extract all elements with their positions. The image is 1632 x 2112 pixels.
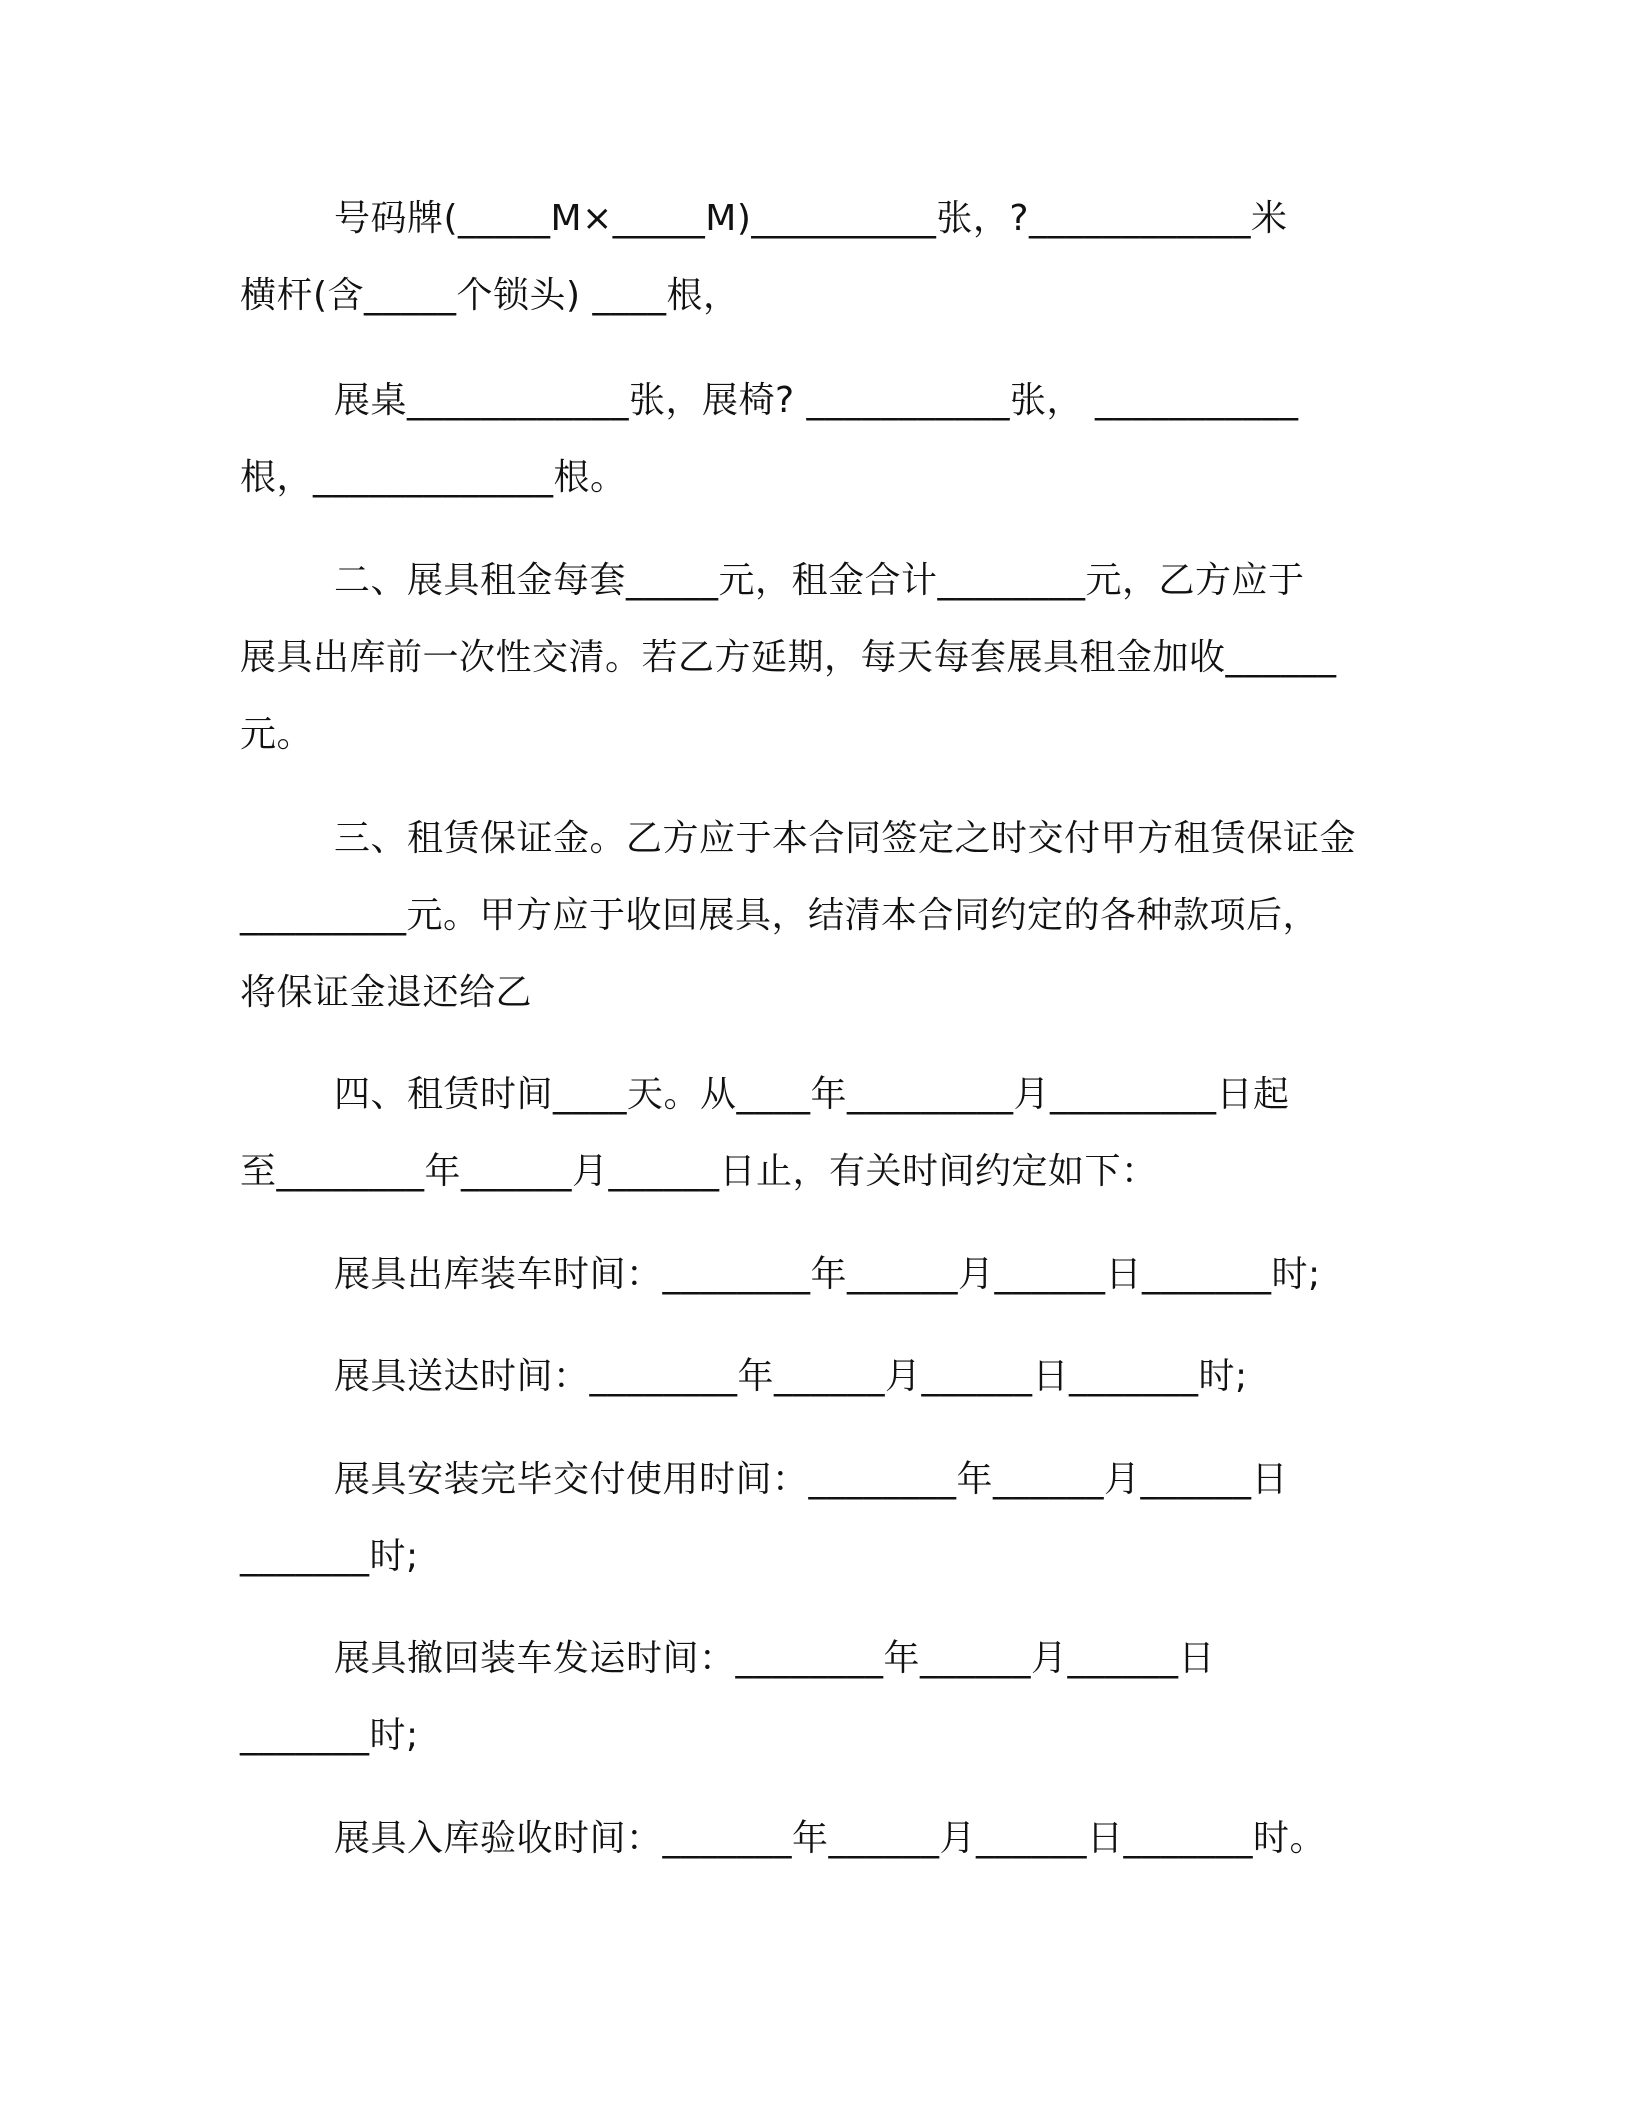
text-line: _________元。甲方应于收回展具，结清本合同约定的各种款项后， [240, 895, 1320, 936]
text-line: 至________年______月______日止，有关时间约定如下： [240, 1151, 1158, 1192]
text-line: 横杆(含_____个锁头) ____根， [240, 275, 740, 316]
paragraph-time-delivery [240, 1338, 1400, 1415]
text-line: 将保证金退还给乙 [240, 972, 533, 1013]
paragraph-number-plate-crossbar [240, 180, 1400, 334]
text-line: 元。 [240, 714, 314, 755]
text-line: _______时; [240, 1536, 419, 1577]
text-line: 展具出库装车时间：________年______月______日_______时; [334, 1254, 1321, 1295]
text-line: 展桌____________张，展椅? ___________张， ___________ [334, 380, 1299, 421]
paragraph-time-warehouse-acceptance [240, 1800, 1400, 1877]
text-line: 展具送达时间：________年______月______日_______时; [334, 1356, 1248, 1397]
paragraph-time-installation [240, 1441, 1400, 1595]
text-line: 展具出库前一次性交清。若乙方延期，每天每套展具租金加收______ [240, 637, 1337, 678]
text-line: 二、展具租金每套_____元，租金合计________元，乙方应于 [334, 560, 1305, 601]
text-line: 根，_____________根。 [240, 457, 627, 498]
text-line: _______时; [240, 1715, 419, 1756]
text-line: 展具入库验收时间：_______年______月______日_______时。 [334, 1818, 1327, 1859]
text-line: 展具撤回装车发运时间：________年______月______日 [334, 1638, 1216, 1679]
text-line: 展具安装完毕交付使用时间：________年______月______日 [334, 1459, 1289, 1500]
paragraph-time-loading-out [240, 1236, 1400, 1313]
paragraph-clause-4-period [240, 1056, 1400, 1210]
paragraph-desks-chairs [240, 362, 1400, 516]
text-line: 四、租赁时间____天。从____年_________月_________日起 [334, 1074, 1290, 1115]
paragraph-time-withdrawal [240, 1620, 1400, 1774]
paragraph-clause-2-rent [240, 542, 1400, 773]
paragraph-clause-3-deposit [240, 800, 1400, 1031]
text-line: 号码牌(_____M×_____M)__________张，?____________米 [334, 198, 1288, 239]
text-line: 三、租赁保证金。乙方应于本合同签定之时交付甲方租赁保证金 [334, 818, 1357, 859]
